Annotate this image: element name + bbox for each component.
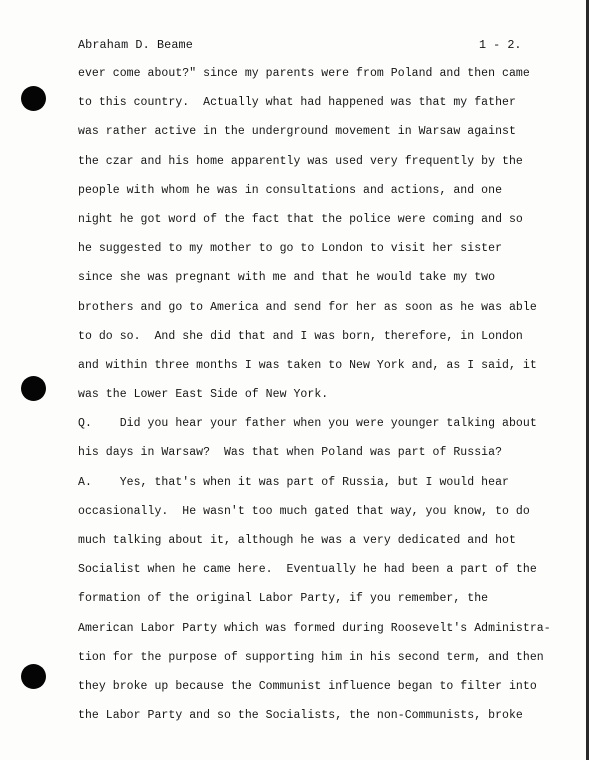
text-line: formation of the original Labor Party, if you remember, the <box>78 592 489 606</box>
text-line: people with whom he was in consultations and actions, and one <box>78 183 503 197</box>
binder-hole-middle <box>21 376 46 401</box>
header-speaker-name: Abraham D. Beame <box>78 38 193 52</box>
text-line: they broke up because the Communist influence began to filter into <box>78 679 537 693</box>
text-line: to this country. Actually what had happened was that my father <box>78 96 516 110</box>
text-line: Socialist when he came here. Eventually he had been a part of the <box>78 563 537 577</box>
text-line: the Labor Party and so the Socialists, the non-Communists, broke <box>78 709 523 723</box>
text-line: and within three months I was taken to New York and, as I said, it <box>78 358 537 372</box>
text-line: American Labor Party which was formed during Roosevelt's Administra- <box>78 621 551 635</box>
question-line: Q. Did you hear your father when you were younger talking about <box>78 417 537 431</box>
text-line: much talking about it, although he was a very dedicated and hot <box>78 534 516 547</box>
text-line: night he got word of the fact that the police were coming and so <box>78 212 523 226</box>
text-line: since she was pregnant with me and that he would take my two <box>78 271 496 285</box>
text-line: was the Lower East Side of New York. <box>78 388 329 402</box>
binder-hole-top <box>21 86 46 111</box>
text-line: ever come about?" since my parents were from Poland and then came <box>78 67 530 80</box>
text-line: the czar and his home apparently was used very frequently by the <box>78 154 523 168</box>
text-line: occasionally. He wasn't too much gated that way, you know, to do <box>78 504 530 518</box>
text-line: was rather active in the underground movement in Warsaw against <box>78 125 516 139</box>
text-line: his days in Warsaw? Was that when Poland was part of Russia? <box>78 446 503 460</box>
binder-hole-bottom <box>21 664 46 689</box>
text-line: brothers and go to America and send for her as soon as he was able <box>78 300 537 314</box>
text-line: he suggested to my mother to go to London to visit her sister <box>78 242 503 256</box>
header-page-number: 1 - 2. <box>479 38 522 52</box>
text-line: tion for the purpose of supporting him in his second term, and then <box>78 650 544 664</box>
transcript-body <box>78 66 558 737</box>
answer-line: A. Yes, that's when it was part of Russia, but I would hear <box>78 475 509 489</box>
text-line: to do so. And she did that and I was born, therefore, in London <box>78 329 523 343</box>
